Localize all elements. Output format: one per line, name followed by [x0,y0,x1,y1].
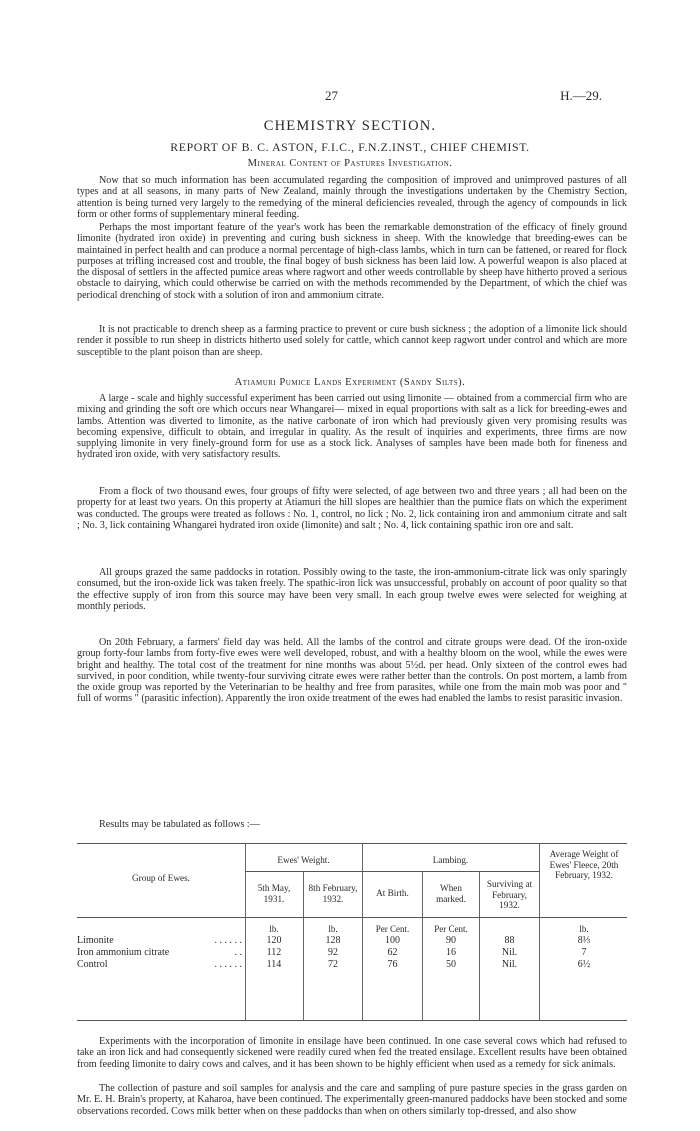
section-title: CHEMISTRY SECTION. [263,118,437,134]
table-cell: 6½ [577,959,591,970]
table-cell: Nil. [501,959,518,970]
paragraph: All groups grazed the same paddocks in rotation. Possibly owing to the taste, the iron-ammonium-citrate lick was only sparingly consumed, but the iron-oxide lick was taken freely. The spathic-iron lick was unsuccessful, probably on account of poor quality so that the effective supply of iron from this source may have been very small. In each group twelve ewes were selected for weighing at monthly periods. [77,567,627,612]
table-row-group: Iron ammonium citrate [77,947,170,958]
column-divider [245,843,246,1021]
column-divider [362,843,363,1021]
paragraph: It is not practicable to drench sheep as a farming practice to prevent or cure bush sickness ; the adoption of a limonite lick should render it possible to run sheep in districts hitherto used solely for cattle, which cannot keep ragwort under control and which are more susceptible to the plant poison than are sheep. [77,324,627,358]
column-header-weight: Ewes' Weight. [277,855,330,865]
table-cell: 90 [446,935,456,946]
column-header-surviving: Surviving at February, 1932. [486,879,533,910]
table-cell: 88 [504,935,515,946]
paragraph: From a flock of two thousand ewes, four groups of fifty were selected, of age between two and three years ; all had been on the property for at least two years. On this property at Atiamuri the hill slopes are healthier than the pumice flats on which the experiment was conducted. The groups were treated as follows : No. 1, control, no lick ; No. 2, lick containing iron and ammonium citrate and salt ; No. 3, lick containing Whangarei hydrated iron oxide (limonite) and salt ; No. 4, lick containing spathic iron ore and salt. [77,486,627,531]
table-cell: 114 [266,959,282,970]
table-cell: Nil. [501,947,518,958]
table-cell: 76 [387,959,398,970]
column-divider [422,872,423,1021]
unit-label: Per Cent. [434,924,468,934]
paragraph: On 20th February, a farmers' field day was held. All the lambs of the control and citrate groups were dead. Of the iron-oxide group forty-four lambs from forty-five ewes were well developed, robust, and with a healthy bloom on the wool, while the ewes were bright and healthy. The total cost of the treatment for nine months was about 5½d. per head. Only sixteen of the control ewes had survived, in poor condition, while twenty-four surviving citrate ewes were rather better than the controls. On post mortem, a lamb from the oxide group was reported by the Veterinarian to be healthy and free from parasites, while one from the main mob was poor and " full of worms " (parasitic infection). Apparently the iron oxide treatment of the ewes had enabled the lambs to resist parasitic invasion. [77,637,627,705]
table-cell: 112 [266,947,282,958]
table-row-group: Control [77,959,108,970]
document-reference: H.—29. [560,88,602,103]
paragraph: Perhaps the most important feature of the year's work has been the remarkable demonstration of the efficacy of finely ground limonite (hydrated iron oxide) in preventing and curing bush sickness in sheep. With the knowledge that breeding-ewes can be maintained in perfect health and can produce a normal percentage of high-class lambs, which in turn can be fattened, or reared for flock purposes at trifling increased cost and trouble, the final bogey of bush sickness has been laid low. A powerful weapon is also placed at the disposal of settlers in the affected pumice areas where ragwort and other weeds controllable by sheep have hitherto proved a serious obstacle to dairying, which could otherwise be carried on with the methods recommended by the Department, of which the chief was periodical drenching of stock with a solution of iron and ammonium citrate. [77,222,627,301]
leader-dots: . . . . . . [214,959,242,970]
leader-dots: . . [234,947,242,958]
column-header-feb: 8th February, 1932. [308,883,358,904]
unit-label: lb. [328,924,338,934]
table-cell: 62 [387,947,398,958]
table-cell: 128 [325,935,341,946]
page-number: 27 [325,88,338,103]
table-cell: 7 [581,947,587,958]
paragraph: Experiments with the incorporation of limonite in ensilage have been continued. In one case several cows which had refused to take an iron lick and had consequently sickened were readily cured when fed the treated ensilage. Excellent results have been obtained from feeding limonite to dairy cows and calves, and it has been shown to be highly efficient when used as a remedy for sick animals. [77,1036,627,1070]
column-header-group: Group of Ewes. [132,873,190,883]
table-cell: 8⅓ [577,935,591,946]
paragraph: Now that so much information has been accumulated regarding the composition of improved and unimproved pastures of all types and at all seasons, in many parts of New Zealand, mainly through the investigations undertaken by the Chemistry Section, attention is being turned very largely to the remedying of the mineral deficiencies revealed, through the agency of compounds in lick form or other forms of supplementary mineral feeding. [77,175,627,220]
table-cell: 72 [328,959,338,970]
table-bottom-rule [77,1020,627,1021]
results-table [77,843,627,1021]
report-subtitle: REPORT OF B. C. ASTON, F.I.C., F.N.Z.INST., CHIEF CHEMIST. [170,140,530,154]
paragraph: Results may be tabulated as follows :— [99,819,260,830]
header-bottom-rule [77,917,627,918]
table-top-rule [77,843,627,844]
section-heading-mineral: Mineral Content of Pastures Investigation. [247,158,453,169]
subheader-rule [245,871,539,872]
table-row-group: Limonite [77,935,114,946]
unit-label: Per Cent. [375,924,410,934]
leader-dots: . . . . . . [214,935,242,946]
column-divider [303,872,304,1021]
section-heading-atiamuri: Atiamuri Pumice Lands Experiment (Sandy Silts). [234,377,466,388]
unit-label: lb. [269,924,279,934]
column-header-marked: When marked. [436,883,466,904]
column-header-fleece: Average Weight of Ewes' Fleece, 20th February, 1932. [549,849,619,880]
table-cell: 100 [385,935,400,946]
column-header-birth: At Birth. [376,888,409,898]
column-divider [479,872,480,1021]
paragraph: The collection of pasture and soil samples for analysis and the care and sampling of pure pasture species in the grass garden on Mr. E. H. Brain's property, at Kaharoa, have been continued. The experimentally green-manured paddocks have been stocked and some observations recorded. Cows milk better when on these paddocks than when on others similarly top-dressed, and also show [77,1083,627,1117]
table-cell: 16 [446,947,456,958]
column-divider [539,843,540,1021]
table-cell: 120 [266,935,282,946]
column-header-may: 5th May, 1931. [257,883,291,904]
unit-label: lb. [579,924,589,934]
column-header-lambing: Lambing. [432,855,469,865]
table-cell: 92 [328,947,338,958]
table-cell: 50 [446,959,456,970]
paragraph: A large - scale and highly successful experiment has been carried out using limonite — obtained from a commercial firm who are mixing and grinding the soft ore which occurs near Whangarei— mixed in equal proportions with salt as a lick for breeding-ewes and lambs. Attention was diverted to limonite, as the native carbonate of iron which had previously given very promising results was becoming expensive, difficult to obtain, and irregular in quality. As the result of inquiries and experiments, three firms are now supplying limonite in very finely-ground form for use as a stock lick. Analyses of samples have been made both for fineness and hydrated iron oxide, with very satisfactory results. [77,393,627,461]
